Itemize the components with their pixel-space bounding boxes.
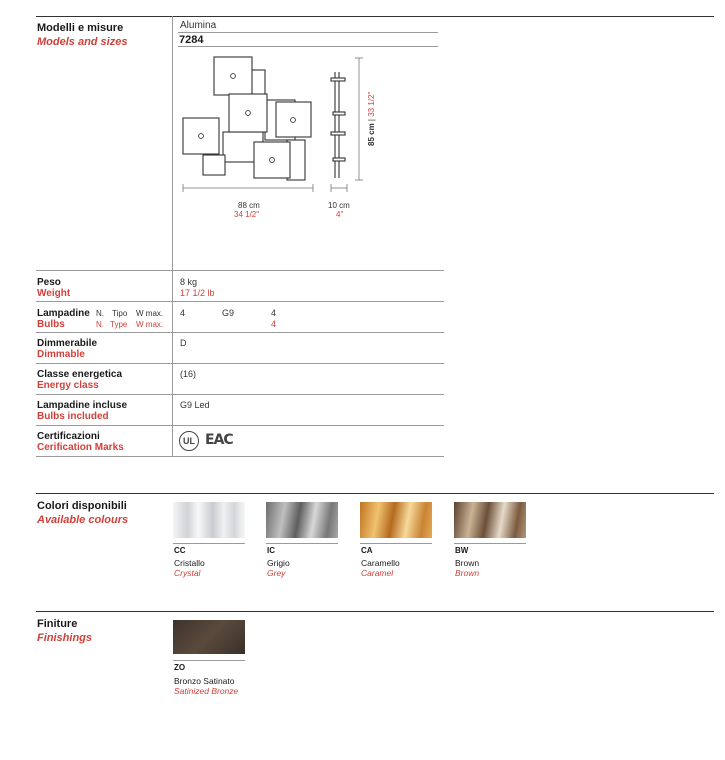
material-name: Alumina	[180, 20, 217, 31]
colour-code-bw: BW	[455, 546, 469, 555]
bulbs-col-n: N.	[96, 309, 104, 318]
included-label-en: Bulbs included	[37, 411, 109, 422]
weight-label-en: Weight	[37, 288, 71, 299]
height-cm: 85 cm	[367, 123, 376, 146]
colours-label-it: Colori disponibili	[37, 500, 127, 512]
colour-code-ic: IC	[267, 546, 275, 555]
cert-label-en: Cerification Marks	[37, 442, 124, 453]
specs-rule-4	[36, 363, 444, 364]
bulbs-col-tipo: Tipo	[112, 309, 128, 318]
height-label	[367, 92, 376, 146]
specs-rule-3	[36, 332, 444, 333]
colours-label-en: Available colours	[37, 514, 129, 526]
model-code: 7284	[179, 34, 204, 46]
finish-rule-zo	[173, 660, 245, 661]
colour-rule-ca	[360, 543, 432, 544]
finishes-label-it: Finiture	[37, 618, 78, 630]
cert-label-it: Certificazioni	[37, 431, 100, 442]
width-in: 34 1/2"	[234, 210, 260, 219]
ul-mark-icon	[179, 431, 199, 451]
models-label-en: Models and sizes	[37, 36, 128, 48]
material-rule	[178, 32, 438, 33]
dimmable-label-en: Dimmable	[37, 349, 85, 360]
colour-code-cc: CC	[174, 546, 186, 555]
colour-name-it-ic: Grigio	[267, 558, 290, 568]
weight-label-it: Peso	[37, 277, 61, 288]
specs-rule-2	[36, 301, 444, 302]
colour-name-it-cc: Cristallo	[174, 558, 205, 568]
depth-cm: 10 cm	[328, 201, 350, 210]
bulbs-col-wmax-en: W max.	[136, 320, 164, 329]
bulbs-n: 4	[180, 308, 186, 318]
bulbs-col-n-en: N.	[96, 320, 104, 329]
bulbs-col-wmax: W max.	[136, 309, 164, 318]
code-rule	[178, 46, 438, 47]
colour-code-ca: CA	[361, 546, 373, 555]
colours-top-rule	[36, 493, 714, 494]
width-cm: 88 cm	[238, 201, 260, 210]
bulbs-type: G9	[222, 308, 235, 318]
weight-value-en: 17 1/2 lb	[180, 288, 215, 298]
bulbs-label-en: Bulbs	[37, 319, 65, 330]
bulbs-label-it: Lampadine	[37, 308, 90, 319]
colour-swatch-ic[interactable]	[266, 502, 338, 538]
included-value: G9 Led	[180, 400, 210, 410]
bulbs-col-type-en: Type	[110, 320, 128, 329]
depth-in: 4"	[336, 210, 344, 219]
colour-rule-ic	[266, 543, 338, 544]
product-drawing	[175, 50, 385, 225]
dimmable-label-it: Dimmerabile	[37, 338, 98, 349]
top-rule	[36, 16, 714, 17]
colour-name-it-bw: Brown	[455, 558, 480, 568]
included-label-it: Lampadine incluse	[37, 400, 128, 411]
finish-name-en-zo: Satinized Bronze	[174, 686, 239, 696]
colour-swatch-cc[interactable]	[173, 502, 245, 538]
column-divider	[172, 16, 173, 456]
finish-name-it-zo: Bronzo Satinato	[174, 676, 235, 686]
specs-rule-7	[36, 456, 444, 457]
ul-mark-text: UL	[183, 436, 195, 446]
bulbs-watt-en: 4	[271, 319, 277, 329]
finishes-top-rule	[36, 611, 714, 612]
colour-name-en-ca: Caramel	[361, 568, 394, 578]
bulbs-watt: 4	[271, 308, 277, 318]
specs-rule-6	[36, 425, 444, 426]
colour-name-en-cc: Crystal	[174, 568, 201, 578]
energy-label-it: Classe energetica	[37, 369, 123, 380]
finish-swatch-zo[interactable]	[173, 620, 245, 654]
weight-value: 8 kg	[180, 277, 198, 287]
eac-mark-icon: EAC	[205, 432, 233, 448]
colour-name-it-ca: Caramello	[361, 558, 400, 568]
colour-name-en-bw: Brown	[455, 568, 480, 578]
dimmable-value: D	[180, 338, 187, 348]
height-in: 33 1/2"	[367, 91, 376, 117]
models-label-it: Modelli e misure	[37, 22, 124, 34]
finish-code-zo: ZO	[174, 663, 186, 672]
colour-swatch-ca[interactable]	[360, 502, 432, 538]
colour-swatch-bw[interactable]	[454, 502, 526, 538]
height-sep: |	[367, 119, 376, 122]
specs-rule-5	[36, 394, 444, 395]
energy-label-en: Energy class	[37, 380, 99, 391]
energy-value: (16)	[180, 369, 197, 379]
colour-name-en-ic: Grey	[267, 568, 286, 578]
colour-rule-bw	[454, 543, 526, 544]
finishes-label-en: Finishings	[37, 632, 92, 644]
colour-rule-cc	[173, 543, 245, 544]
specs-rule-1	[36, 270, 444, 271]
